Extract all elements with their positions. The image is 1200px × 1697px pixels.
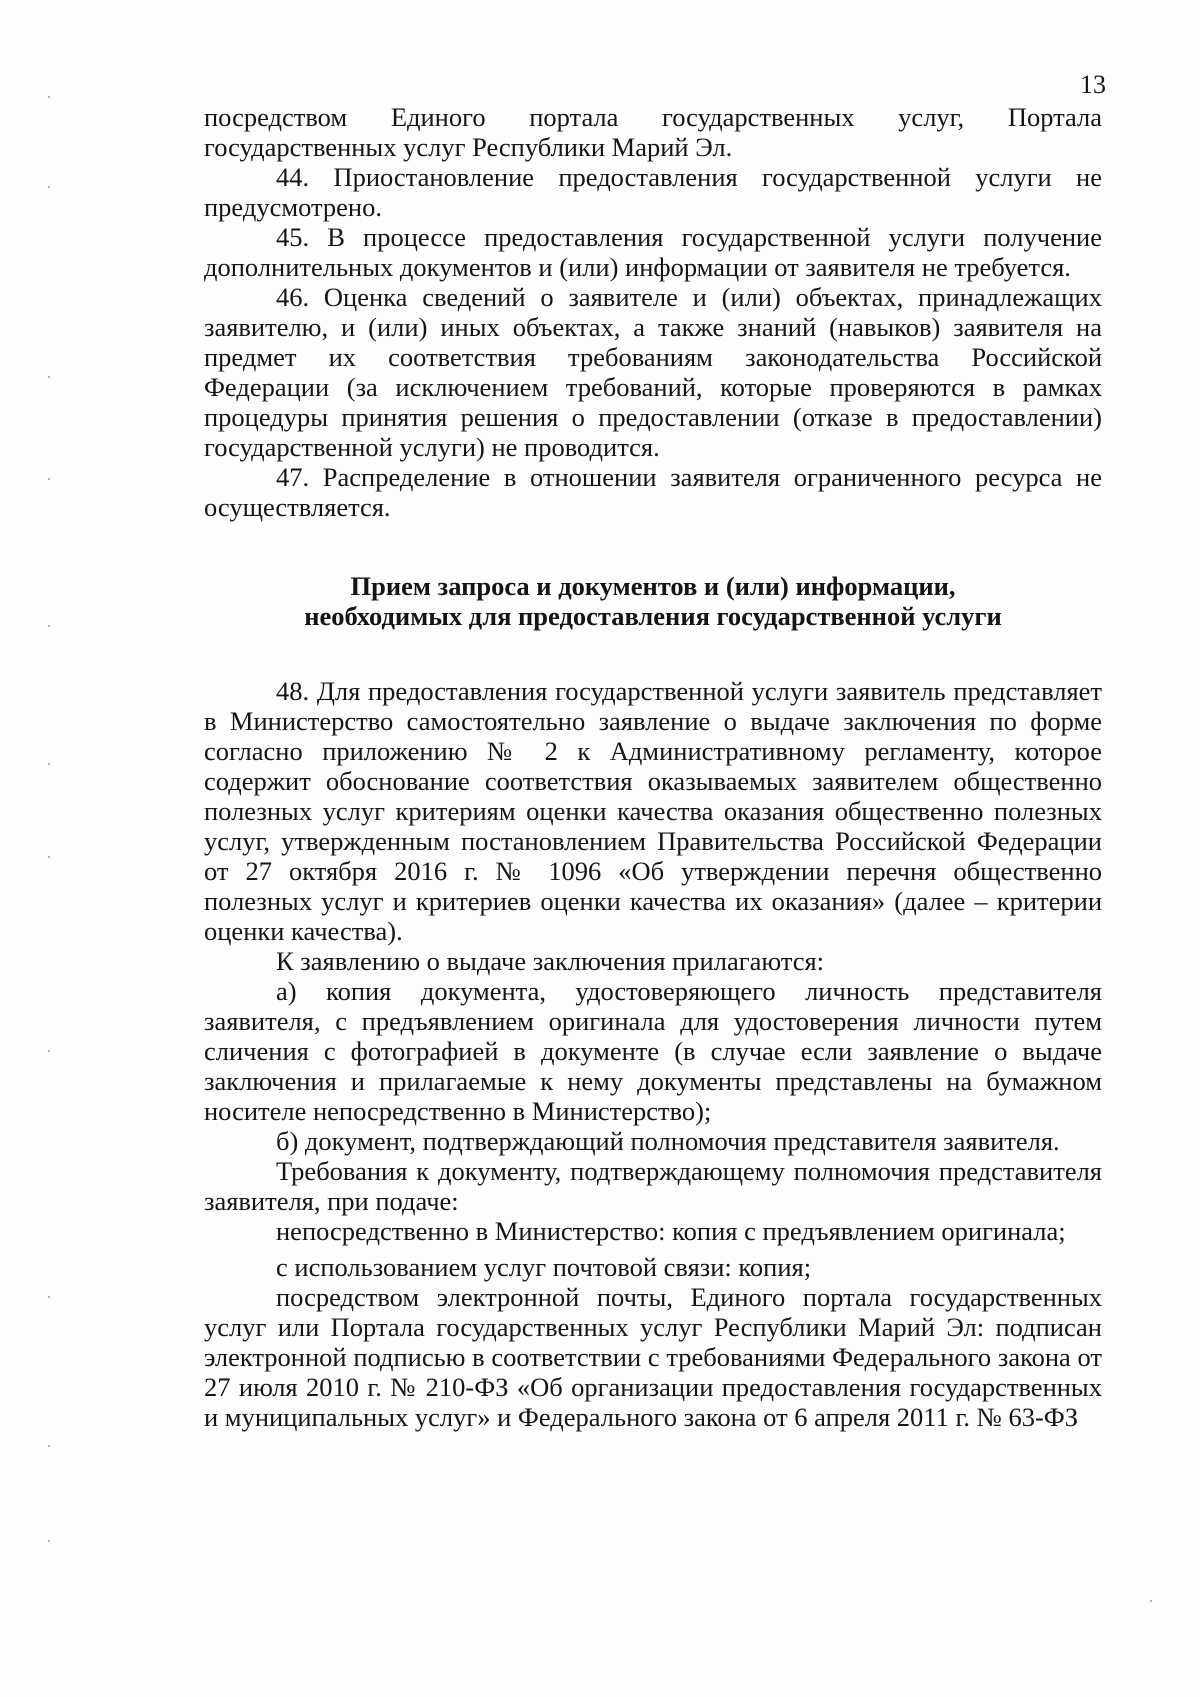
section-heading — [204, 571, 1102, 631]
scan-speck — [48, 96, 50, 98]
section-heading-line-2: необходимых для предоставления государственной услуги — [304, 601, 1002, 631]
scan-speck — [48, 186, 50, 188]
paragraph-44: 44. Приостановление предоставления государственной услуги не предусмотрено. — [204, 162, 1102, 222]
section-heading-line-1: Прием запроса и документов и (или) информации, — [350, 571, 956, 601]
scan-speck — [48, 1296, 50, 1298]
paragraph-continuation: посредством Единого портала государственных услуг, Портала государственных услуг Республики Марий Эл. — [204, 102, 1102, 162]
paragraph-45: 45. В процессе предоставления государственной услуги получение дополнительных документов и (или) информации от заявителя не требуется. — [204, 222, 1102, 282]
paragraph-postal: с использованием услуг почтовой связи: копия; — [276, 1252, 812, 1282]
scan-speck — [48, 1050, 50, 1052]
scan-speck — [1150, 1600, 1152, 1602]
paragraph-in-person: непосредственно в Министерство: копия с предъявлением оригинала; — [276, 1216, 1066, 1246]
page-number: 13 — [1080, 70, 1106, 99]
paragraph-48: 48. Для предоставления государственной услуги заявитель представляет в Министерство самостоятельно заявление о выдаче заключения по форме согласно приложению № 2 к Административному регламенту, которое содержит обоснование соответствия оказываемых заявителем общественно полезных услуг критериям оценки качества оказания общественно полезных услуг, утвержденным постановлением Правительства Российской Федерации от 27 октября 2016 г. № 1096 «Об утверждении перечня общественно полезных услуг и критериев оценки качества их оказания» (далее – критерии оценки качества). — [204, 676, 1102, 946]
scan-speck — [48, 376, 50, 378]
scan-speck — [48, 1445, 50, 1447]
paragraph-item-a: а) копия документа, удостоверяющего личность представителя заявителя, с предъявлением оригинала для удостоверения личности путем сличения с фотографией в документе (в случае если заявление о выдаче заключения и прилагаемые к нему документы представлены на бумажном носителе непосредственно в Министерство); — [204, 976, 1102, 1126]
scan-speck — [48, 763, 50, 765]
paragraph-requirements: Требования к документу, подтверждающему полномочия представителя заявителя, при подаче: — [204, 1156, 1102, 1216]
scan-speck — [48, 625, 50, 627]
paragraph-47: 47. Распределение в отношении заявителя ограниченного ресурса не осуществляется. — [204, 462, 1102, 522]
scan-speck — [48, 478, 50, 480]
paragraph-electronic: посредством электронной почты, Единого портала государственных услуг или Портала государственных услуг Республики Марий Эл: подписан электронной подписью в соответствии с требованиями Федерального закона от 27 июля 2010 г. № 210-ФЗ «Об организации предоставления государственных и муниципальных услуг» и Федерального закона от 6 апреля 2011 г. № 63-ФЗ — [204, 1282, 1102, 1432]
paragraph-46: 46. Оценка сведений о заявителе и (или) объектах, принадлежащих заявителю, и (или) иных объектах, а также знаний (навыков) заявителя на предмет их соответствия требованиям законодательства Российской Федерации (за исключением требований, которые проверяются в рамках процедуры принятия решения о предоставлении (отказе в предоставлении) государственной услуги) не проводится. — [204, 282, 1102, 462]
paragraph-item-b: б) документ, подтверждающий полномочия представителя заявителя. — [276, 1126, 1060, 1156]
scan-speck — [48, 1540, 50, 1542]
document-body — [204, 102, 1102, 1432]
scan-speck — [48, 856, 50, 858]
paragraph-attachments-intro: К заявлению о выдаче заключения прилагаются: — [276, 946, 825, 976]
